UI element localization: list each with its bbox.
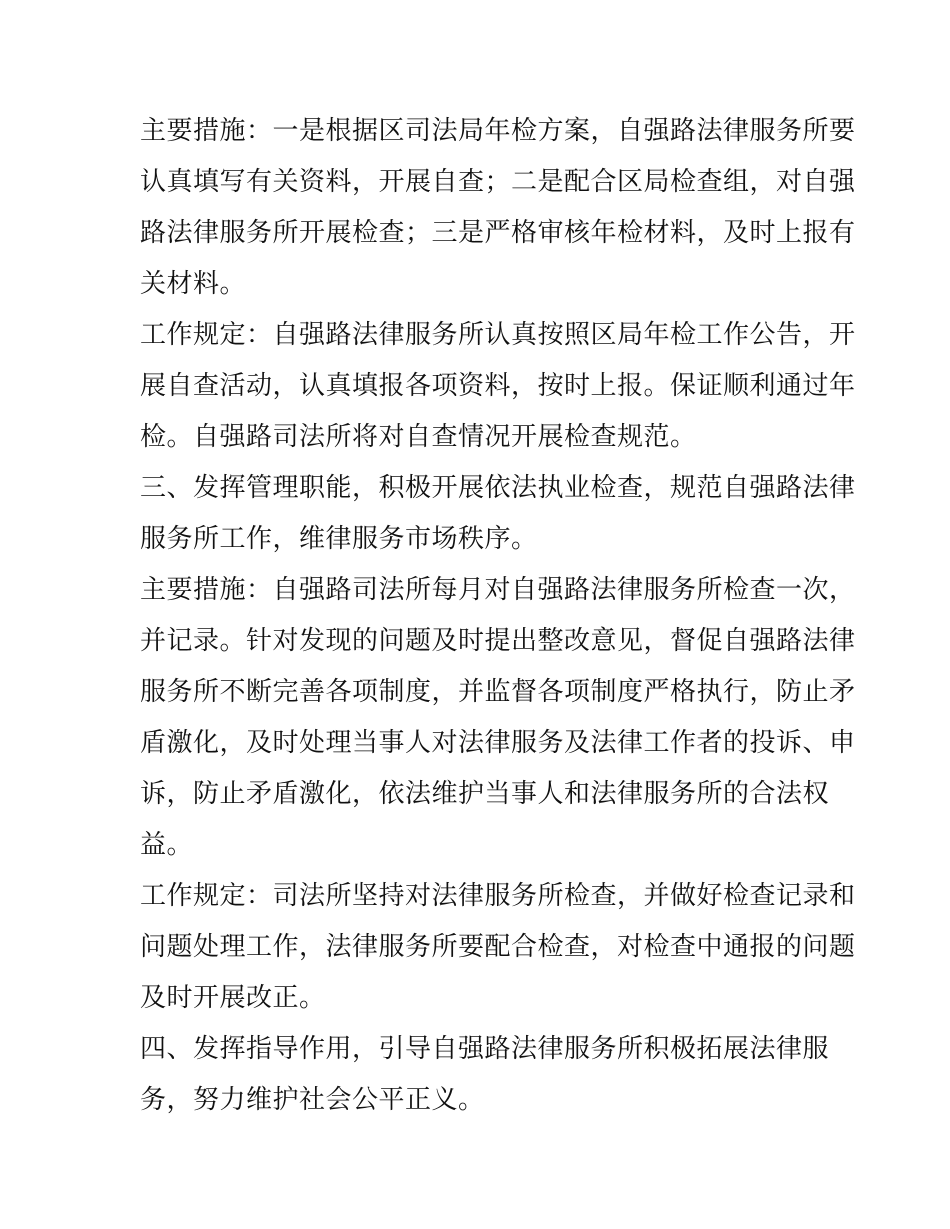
- document-body: [140, 106, 856, 1126]
- text-line: 工作规定：自强路法律服务所认真按照区局年检工作公告，开: [140, 320, 856, 350]
- text-line: 四、发挥指导作用，引导自强路法律服务所积极拓展法律服: [140, 1034, 830, 1064]
- text-line: 路法律服务所开展检查；三是严格审核年检材料，及时上报有: [140, 218, 856, 248]
- text-line: 务，努力维护社会公平正义。: [140, 1085, 485, 1115]
- text-line: 认真填写有关资料，开展自查；二是配合区局检查组，对自强: [140, 167, 856, 197]
- text-line: 关材料。: [140, 269, 247, 299]
- text-line: 工作规定：司法所坚持对法律服务所检查，并做好检查记录和: [140, 881, 856, 911]
- text-line: 三、发挥管理职能，积极开展依法执业检查，规范自强路法律: [140, 473, 856, 503]
- text-line: 并记录。针对发现的问题及时提出整改意见，督促自强路法律: [140, 626, 856, 656]
- text-line: 问题处理工作，法律服务所要配合检查，对检查中通报的问题: [140, 932, 856, 962]
- text-line: 益。: [140, 830, 194, 860]
- text-line: 主要措施：一是根据区司法局年检方案，自强路法律服务所要: [140, 116, 856, 146]
- text-line: 服务所工作，维律服务市场秩序。: [140, 524, 538, 554]
- text-line: 主要措施：自强路司法所每月对自强路法律服务所检查一次，: [140, 575, 856, 605]
- text-line: 及时开展改正。: [140, 983, 326, 1013]
- text-line: 盾激化，及时处理当事人对法律服务及法律工作者的投诉、申: [140, 728, 856, 758]
- text-line: 检。自强路司法所将对自查情况开展检查规范。: [140, 422, 697, 452]
- text-line: 诉，防止矛盾激化，依法维护当事人和法律服务所的合法权: [140, 779, 830, 809]
- text-line: 服务所不断完善各项制度，并监督各项制度严格执行，防止矛: [140, 677, 856, 707]
- text-line: 展自查活动，认真填报各项资料，按时上报。保证顺利通过年: [140, 371, 856, 401]
